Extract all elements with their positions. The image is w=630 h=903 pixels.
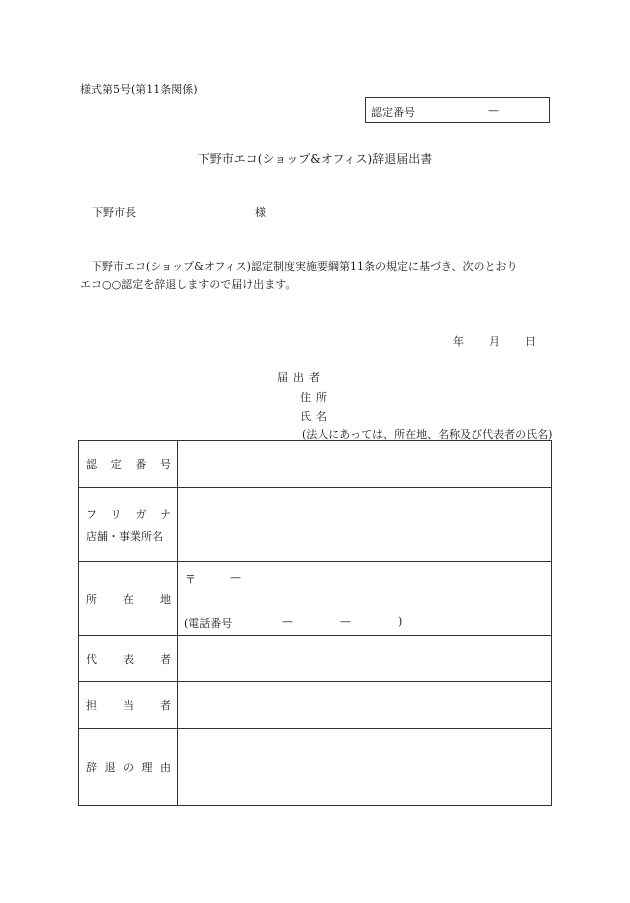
phone-number-label: (電話番号 (184, 617, 233, 630)
label-location: 所 在 地 (79, 562, 178, 636)
form-number: 様式第5号(第11条関係) (80, 83, 198, 96)
applicant-heading: 届出者 (277, 371, 325, 384)
row-shop-name (79, 488, 552, 562)
postal-code-dash: — (230, 571, 241, 584)
certification-number-dash: — (488, 104, 499, 117)
date-year: 年 (453, 335, 464, 348)
certification-number-label: 認定番号 (371, 106, 415, 119)
label-reason: 辞 退 の 理 由 (79, 729, 178, 806)
field-shop-name[interactable] (178, 488, 552, 562)
label-representative: 代 表 者 (79, 636, 178, 682)
row-reason (79, 729, 552, 806)
field-cert-number[interactable] (178, 441, 552, 488)
label-shop-name-text: 店舗・事業所名 (86, 529, 163, 543)
field-contact[interactable] (178, 682, 552, 729)
applicant-name-label: 氏名 (300, 410, 332, 423)
applicant-address-label: 住所 (300, 391, 332, 404)
phone-number-dash-2: — (340, 615, 351, 628)
field-location[interactable] (178, 562, 552, 636)
addressee-honorific: 様 (255, 206, 266, 219)
phone-number-close: ) (398, 615, 403, 628)
document-title: 下野市エコ(ショップ&オフィス)辞退届出書 (197, 152, 433, 166)
date-day: 日 (525, 335, 536, 348)
body-line-1: 下野市エコ(ショップ&オフィス)認定制度実施要綱第11条の規定に基づき、次のとおり (91, 260, 518, 273)
body-text (80, 258, 552, 294)
row-representative (79, 636, 552, 682)
label-contact: 担 当 者 (79, 682, 178, 729)
field-representative[interactable] (178, 636, 552, 682)
applicant-note: (法人にあっては、所在地、名称及び代表者の氏名) (302, 428, 553, 441)
phone-number-dash-1: — (282, 615, 293, 628)
label-shop-name: フ リ ガ ナ 店舗・事業所名 (79, 488, 178, 562)
label-cert-number: 認 定 番 号 (79, 441, 178, 488)
addressee-name: 下野市長 (92, 206, 136, 219)
withdrawal-form-table (78, 440, 552, 806)
certification-number-box (365, 97, 550, 123)
field-reason[interactable] (178, 729, 552, 806)
row-location (79, 562, 552, 636)
row-cert-number (79, 441, 552, 488)
postal-code-icon: 〒 (185, 573, 196, 586)
row-contact (79, 682, 552, 729)
body-line-2: エコ○○認定を辞退しますので届け出ます。 (80, 278, 297, 291)
date-month: 月 (489, 335, 500, 348)
